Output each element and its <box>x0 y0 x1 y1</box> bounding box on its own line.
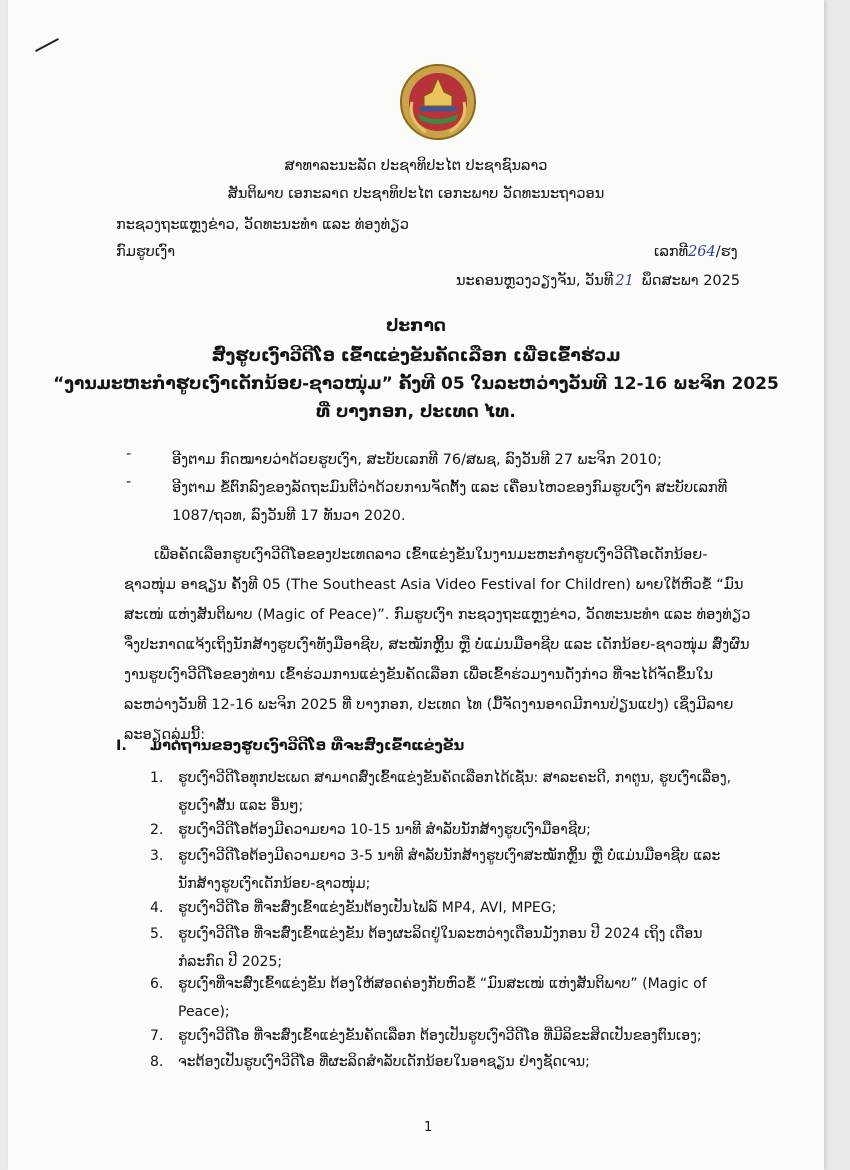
list-item-number: 7. <box>150 1028 164 1044</box>
intro-paragraph: ເພື່ອຄັດເລືອກຮູບເງົາວີດີໂອຂອງປະເທດລາວ ເຂົ້າແຂ່ງຂັນໃນງານມະຫະກຳຮູບເງົາວີດີໂອເດັກນ້ອຍ-ຊາວໜຸ່ມ ອາຊຽນ ຄັ້ງທີ 05 (The Southeast Asia Video Festival for Children) ພາຍໃຕ້ຫົວຂໍ້ “ມົນສະເໜ່ ແຫ່ງສັນຕິພາບ (Magic of Peace)”. ກົມຮູບເງົາ ກະຊວງຖະແຫຼງຂ່າວ, ວັດທະນະທຳ ແລະ ທ່ອງທ່ຽວ ຈຶ່ງປະກາດແຈ້ງເຖິງນັກສ້າງຮູບເງົາທັງມືອາຊີບ, ສະໝັກຫຼິ້ນ ຫຼື ບໍ່ແມ່ນມືອາຊີບ ແລະ ເດັກນ້ອຍ-ຊາວໜຸ່ມ ສົ່ງຜົນງານຮູບເງົາວີດີໂອຂອງທ່ານ ເຂົ້າຮ່ວມການແຂ່ງຂັນຄັດເລືອກ ເພື່ອເຂົ້າຮ່ວມງານດັ່ງກ່າວ ທີ່ຈະໄດ້ຈັດຂຶ້ນໃນລະຫວ່າງວັນທີ 12-16 ພະຈິກ 2025 ທີ່ ບາງກອກ, ປະເທດ ໄທ (ມື້ຈັດງານອາດມີການປ່ຽນແປງ) ເຊິ່ງມີລາຍລະອຽດລຸ່ມນີ້: <box>124 547 751 743</box>
header-line-2: ສັນຕິພາບ ເອກະລາດ ປະຊາທິປະໄຕ ເອກະພາບ ວັດທະນະຖາວອນ <box>227 186 605 202</box>
notice-title-line-1: ສົ່ງຮູບເງົາວີດີໂອ ເຂົ້າແຂ່ງຂັນຄັດເລືອກ ເພື່ອເຂົ້າຮ່ວມ <box>211 346 621 366</box>
handwritten-number: 264 <box>688 244 716 260</box>
notice-title-line-2: “ງານມະຫະກຳຮູບເງົາເດັກນ້ອຍ-ຊາວໜຸ່ມ” ຄັ້ງທີ 05 ໃນລະຫວ່າງວັນທີ 12-16 ພະຈິກ 2025 <box>53 374 779 394</box>
list-item-text: ຈະຕ້ອງເປັນຮູບເງົາວີດີໂອ ທີ່ຜະລິດສຳລັບເດັກນ້ອຍໃນອາຊຽນ ຢ່າງຊັດເຈນ; <box>178 1054 590 1070</box>
number-suffix: /ຮງ <box>715 244 738 260</box>
list-item-text: ຮູບເງົາວີດີໂອ ທີ່ຈະສົ່ງເຂົ້າແຂ່ງຂັນ ຕ້ອງຜະລິດຢູ່ໃນລະຫວ່າງເດືອນມັງກອນ ປີ 2024 ເຖິງ ເດືອນກໍລະກົດ ປີ 2025; <box>178 926 703 970</box>
section-title: ມາດຖານຂອງຮູບເງົາວີດີໂອ ທີ່ຈະສົ່ງເຂົ້າແຂ່ງຂັນ <box>150 738 465 754</box>
number-prefix: ເລກທີ <box>654 244 689 260</box>
list-item-text: ຮູບເງົາວີດີໂອຕ້ອງມີຄວາມຍາວ 10-15 ນາທີ ສຳລັບນັກສ້າງຮູບເງົາມືອາຊີບ; <box>178 822 591 838</box>
list-item-text: ຮູບເງົາວີດີໂອຕ້ອງມີຄວາມຍາວ 3-5 ນາທີ ສຳລັບນັກສ້າງຮູບເງົາສະໝັກຫຼິ້ນ ຫຼື ບໍ່ແມ່ນມືອາຊີບ ແລະ ນັກສ້າງຮູບເງົາເດັກນ້ອຍ-ຊາວໜຸ່ມ; <box>178 848 721 892</box>
list-item-number: 1. <box>150 770 164 786</box>
list-item-number: 3. <box>150 848 164 864</box>
pen-stroke-mark <box>35 38 59 52</box>
list-item-number: 4. <box>150 900 164 916</box>
national-emblem-icon <box>398 62 478 142</box>
reference-dash: - <box>126 446 132 462</box>
notice-title-line-3: ທີ່ ບາງກອກ, ປະເທດ ໄທ. <box>316 402 516 422</box>
department-name: ກົມຮູບເງົາ <box>116 244 176 260</box>
document-page <box>8 0 824 1170</box>
list-item-number: 5. <box>150 926 164 942</box>
list-item-text: ຮູບເງົາວີດີໂອ ທີ່ຈະສົ່ງເຂົ້າແຂ່ງຂັນຄັດເລືອກ ຕ້ອງເປັນຮູບເງົາວີດີໂອ ທີ່ມີລິຂະສິດເປັນຂອງຕົນເອງ; <box>178 1028 702 1044</box>
list-item-text: ຮູບເງົາວີດີໂອທຸກປະເພດ ສາມາດສົ່ງເຂົ້າແຂ່ງຂັນຄັດເລືອກໄດ້ເຊັ່ນ: ສາລະຄະດີ, ກາຕູນ, ຮູບເງົາເລື່ອງ, ຮູບເງົາສັ້ນ ແລະ ອື່ນໆ; <box>178 770 732 814</box>
list-item-number: 6. <box>150 976 164 992</box>
list-item-text: ຮູບເງົາວີດີໂອ ທີ່ຈະສົ່ງເຂົ້າແຂ່ງຂັນຕ້ອງເປັນໄຟລ໌ MP4, AVI, MPEG; <box>178 900 557 916</box>
date-suffix: ພຶດສະພາ 2025 <box>641 273 741 289</box>
section-number: I. <box>116 738 127 754</box>
notice-heading: ປະກາດ <box>386 316 446 336</box>
ministry-name: ກະຊວງຖະແຫຼງຂ່າວ, ວັດທະນະທຳ ແລະ ທ່ອງທ່ຽວ <box>116 217 409 233</box>
date-prefix: ນະຄອນຫຼວງວຽງຈັນ, ວັນທີ <box>456 273 614 289</box>
list-item-number: 2. <box>150 822 164 838</box>
page-number: 1 <box>424 1120 433 1135</box>
list-item-text: ຮູບເງົາທີ່ຈະສົ່ງເຂົ້າແຂ່ງຂັນ ຕ້ອງໃຫ້ສອດຄ່ອງກັບຫົວຂໍ້ “ມົນສະເໜ່ ແຫ່ງສັນຕິພາບ” (Magic of Peace); <box>178 976 707 1020</box>
reference-text: ອີງຕາມ ກົດໝາຍວ່າດ້ວຍຮູບເງົາ, ສະບັບເລກທີ 76/ສພຊ, ລົງວັນທີ 27 ພະຈິກ 2010; <box>172 452 662 468</box>
handwritten-day: 21 <box>615 273 634 289</box>
document-number <box>654 244 738 260</box>
reference-text: ອີງຕາມ ຂໍ້ຕົກລົງຂອງລັດຖະມົນຕີວ່າດ້ວຍການຈັດຕັ້ງ ແລະ ເຄື່ອນໄຫວຂອງກົມຮູບເງົາ ສະບັບເລກທີ 1087/ຖວທ, ລົງວັນທີ 17 ທັນວາ 2020. <box>172 480 728 524</box>
reference-dash: - <box>126 474 132 490</box>
list-item-number: 8. <box>150 1054 164 1070</box>
document-date <box>456 273 740 289</box>
header-line-1: ສາທາລະນະລັດ ປະຊາທິປະໄຕ ປະຊາຊົນລາວ <box>284 158 548 174</box>
